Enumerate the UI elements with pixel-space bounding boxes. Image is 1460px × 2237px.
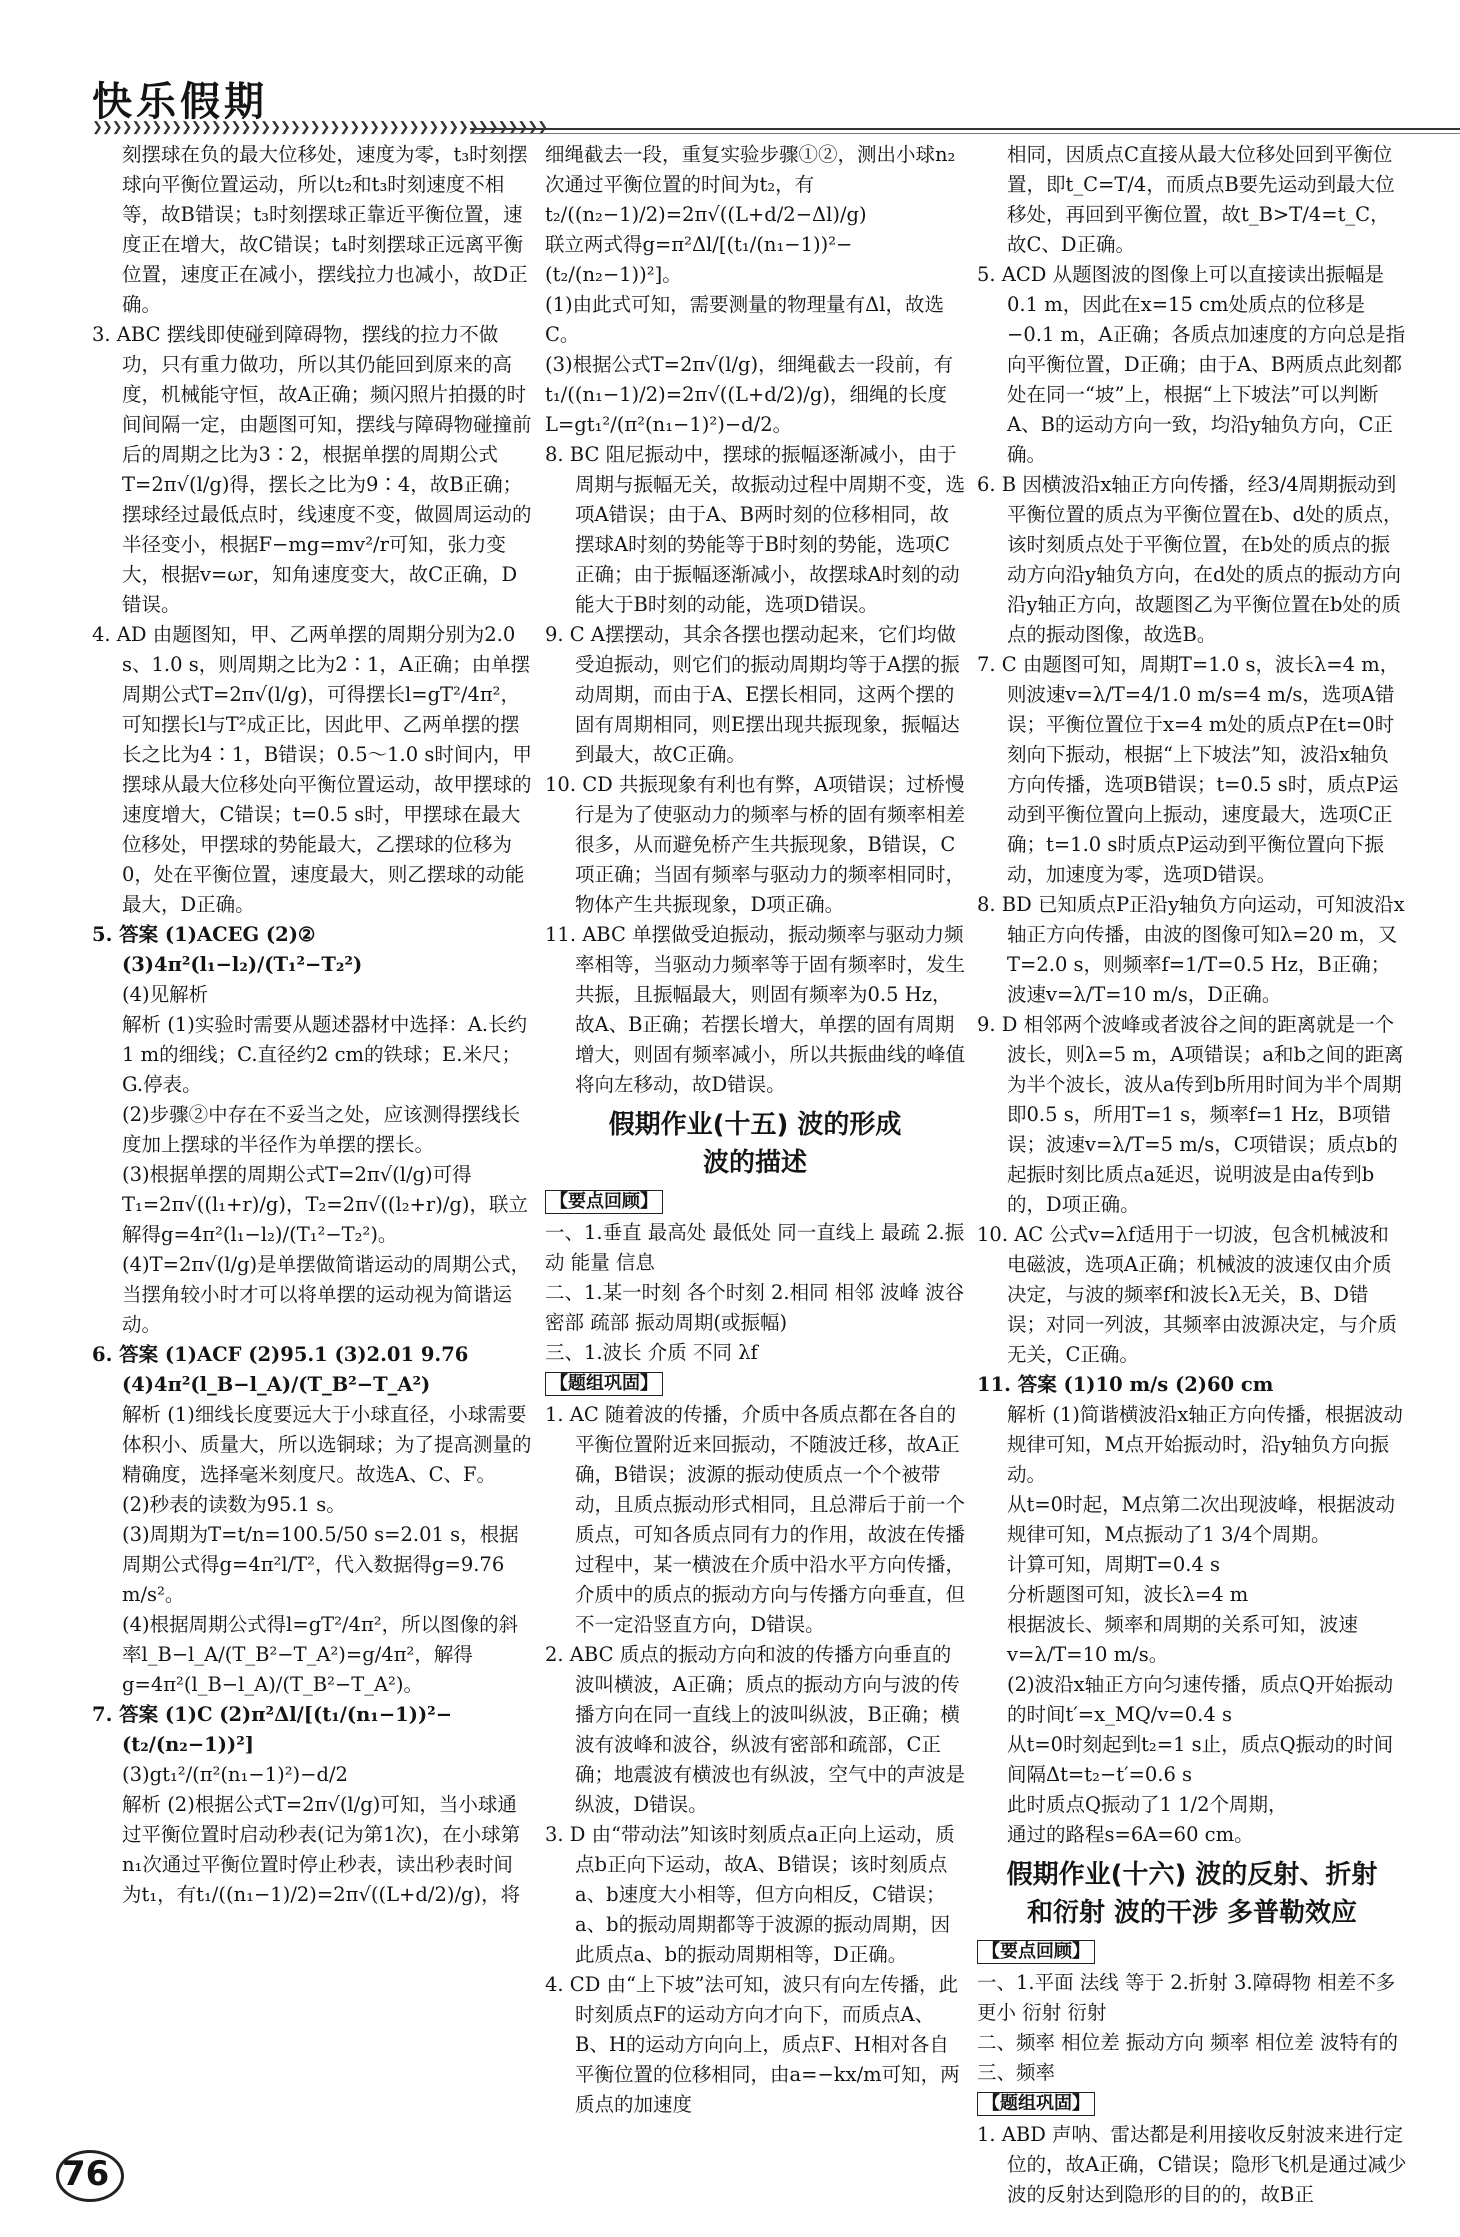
review-line: 一、1.平面 法线 等于 2.折射 3.障碍物 相差不多 更小 衍射 衍射: [977, 1971, 1396, 2024]
paragraph: 联立两式得g=π²Δl/[(t₁/(n₁−1))²−(t₂/(n₂−1))²]。: [545, 233, 853, 286]
paragraph: 解析 (1)简谐横波沿x轴正方向传播，根据波动规律可知，M点开始振动时，沿y轴负方向振动。: [1007, 1403, 1403, 1486]
paragraph: (3)根据单摆的周期公式T=2π√(l/g)可得T₁=2π√((l₁+r)/g)，T₂=2π√((l₂+r)/g)，联立解得g=4π²(l₁−l₂)/(T₁²−T₂²)。: [122, 1163, 529, 1246]
review-tag: 【要点回顾】: [977, 1940, 1095, 1964]
answer-item: 4. AD 由题图知，甲、乙两单摆的周期分别为2.0 s、1.0 s，则周期之比为2∶1，A正确；由单摆周期公式T=2π√(l/g)，可得摆长l=gT²/4π²，可知摆长l与T²成正比，因此甲、乙两单摆的摆长之比为4∶1，B错误；0.5～1.0 s时间内，甲摆球从最大位移处向平衡位置运动，故甲摆球的速度增大，C错误；t=0.5 s时，甲摆球在最大位移处，甲摆球的势能最大，乙摆球的位移为0，处在平衡位置，速度最大，则乙摆球的动能最大，D正确。: [92, 623, 532, 916]
answer-item: 5. ACD 从题图波的图像上可以直接读出振幅是0.1 m，因此在x=15 cm处质点的位移是−0.1 m，A正确；各质点加速度的方向总是指向平衡位置，D正确；由于A、B两质点此刻都处在同一“坡”上，根据“上下坡法”可以判断A、B的运动方向一致，均沿y轴负方向，C正确。: [977, 263, 1406, 466]
answer-item: 9. D 相邻两个波峰或者波谷之间的距离就是一个波长，则λ=5 m，A项错误；a和b之间的距离为半个波长，波从a传到b所用时间为半个周期即0.5 s，所用T=1 s，频率f=1 Hz，B项错误；波速v=λ/T=5 m/s，C项错误；质点b的起振时刻比质点a延迟，说明波是由a传到b的，D项正确。: [977, 1013, 1404, 1216]
paragraph: 从t=0时起，M点第二次出现波峰，根据波动规律可知，M点振动了1 3/4个周期。: [1007, 1493, 1396, 1546]
answer-item: 11. ABC 单摆做受迫振动，振动频率与驱动力频率相等，当驱动力频率等于固有频率时，发生共振，且振幅最大，则固有频率为0.5 Hz，故A、B正确；若摆长增大，单摆的固有周期增大，则固有频率减小，所以共振曲线的峰值将向左移动，故D错误。: [545, 923, 966, 1096]
answer-item: 10. AC 公式v=λf适用于一切波，包含机械波和电磁波，选项A正确；机械波的波速仅由介质决定，与波的频率f和波长λ无关，B、D错误；对同一列波，其频率由波源决定，与介质无关，C正确。: [977, 1223, 1398, 1366]
page-number-badge: [48, 2150, 122, 2200]
answer-item: 6. B 因横波沿x轴正方向传播，经3/4周期振动到平衡位置的质点为平衡位置在b、d处的质点，该时刻质点处于平衡位置，在b处的质点的振动方向沿y轴负方向，在d处的质点的振动方向沿y轴正方向，故题图乙为平衡位置在b处的质点的振动图像，故选B。: [977, 473, 1403, 646]
answer-item: 9. C A摆摆动，其余各摆也摆动起来，它们均做受迫振动，则它们的振动周期均等于A摆的振动周期，而由于A、E摆长相同，这两个摆的固有周期相同，则E摆出现共振现象，振幅达到最大，故C正确。: [545, 623, 960, 766]
section-title-line: 波的描述: [702, 1148, 807, 1178]
paragraph: (4)见解析: [122, 983, 209, 1006]
review-line: 一、1.垂直 最高处 最低处 同一直线上 最疏 2.振动 能量 信息: [545, 1221, 965, 1274]
answer-item: 6. 答案 (1)ACF (2)95.1 (3)2.01 9.76 (4)4π²(l_B−l_A)/(T_B²−T_A²): [92, 1343, 469, 1396]
answer-item: 7. 答案 (1)C (2)π²Δl/[(t₁/(n₁−1))²−(t₂/(n₂−1))²]: [92, 1703, 453, 1756]
paragraph: 细绳截去一段，重复实验步骤①②，测出小球n₂次通过平衡位置的时间为t₂，有t₂/((n₂−1)/2)=2π√((L+d/2−Δl)/g): [545, 143, 956, 226]
paragraph: 分析题图可知，波长λ=4 m: [1007, 1583, 1249, 1606]
paragraph: 解析 (1)实验时需要从题述器材中选择：A.长约1 m的细线；C.直径约2 cm的铁球；E.米尺；G.停表。: [122, 1013, 528, 1096]
section-title-line: 和衍射 波的干涉 多普勒效应: [1026, 1898, 1358, 1928]
answer-item: 3. ABC 摆线即使碰到障碍物，摆线的拉力不做功，只有重力做功，所以其仍能回到原来的高度，机械能守恒，故A正确；频闪照片拍摄的时间间隔一定，由题图可知，摆线与障碍物碰撞前后的周期之比为3∶2，根据单摆的周期公式T=2π√(l/g)得，摆长之比为9∶4，故B正确；摆球经过最低点时，线速度不变，做圆周运动的半径变小，根据F−mg=mv²/r可知，张力变大，根据v=ωr，知角速度变大，故C正确，D错误。: [92, 323, 532, 616]
paragraph: 通过的路程s=6A=60 cm。: [1007, 1823, 1254, 1846]
column-left: [92, 140, 532, 1910]
chevron-decoration-icon: ❯❯❯❯❯❯❯❯❯❯❯❯❯❯❯❯❯❯❯❯❯❯❯❯❯❯❯❯❯❯❯❯❯❯❯❯❯❯❯❯❯❯❯❯❯❯: [92, 120, 548, 135]
brand-title: 快乐假期: [92, 79, 268, 125]
review-tag: 【要点回顾】: [545, 1190, 663, 1214]
answer-item: 11. 答案 (1)10 m/s (2)60 cm: [977, 1373, 1274, 1396]
answer-item: 8. BC 阻尼振动中，摆球的振幅逐渐减小，由于周期与振幅无关，故振动过程中周期不变，选项A错误；由于A、B两时刻的位移相同，故摆球A时刻的势能等于B时刻的势能，选项C正确；由于振幅逐渐减小，故摆球A时刻的动能大于B时刻的动能，选项D错误。: [545, 443, 966, 616]
paragraph: 刻摆球在负的最大位移处，速度为零，t₃时刻摆球向平衡位置运动，所以t₂和t₃时刻速度不相等，故B错误；t₃时刻摆球正靠近平衡位置，速度正在增大，故C错误；t₄时刻摆球正远离平衡位置，速度正在减小，摆线拉力也减小，故D正确。: [122, 143, 528, 316]
paragraph: (4)T=2π√(l/g)是单摆做简谐运动的周期公式，当摆角较小时才可以将单摆的运动视为简谐运动。: [122, 1253, 531, 1336]
paragraph: 根据波长、频率和周期的关系可知，波速v=λ/T=10 m/s。: [1007, 1613, 1359, 1666]
section-title-line: 假期作业(十五) 波的形成: [608, 1110, 902, 1140]
header-rule-thin: [470, 133, 1460, 134]
answer-item: 7. C 由题图可知，周期T=1.0 s，波长λ=4 m，则波速v=λ/T=4/1.0 m/s=4 m/s，选项A错误；平衡位置位于x=4 m处的质点P在t=0时刻向下振动，根据“上下坡法”知，波沿x轴负方向传播，选项B错误；t=0.5 s时，质点P运动到平衡位置向上振动，速度最大，选项C正确；t=1.0 s时质点P运动到平衡位置向下振动，加速度为零，选项D错误。: [977, 653, 1400, 886]
paragraph: (1)由此式可知，需要测量的物理量有Δl，故选C。: [545, 293, 944, 346]
paragraph: 从t=0时刻起到t₂=1 s止，质点Q振动的时间间隔Δt=t₂−t′=0.6 s: [1007, 1733, 1394, 1786]
paragraph: 计算可知，周期T=0.4 s: [1007, 1553, 1221, 1576]
header-rule: [470, 128, 1460, 130]
paragraph: (3)周期为T=t/n=100.5/50 s=2.01 s，根据周期公式得g=4π²l/T²，代入数据得g=9.76 m/s²。: [122, 1523, 519, 1606]
review-line: 三、1.波长 介质 不同 λf: [545, 1341, 758, 1364]
answer-item: 10. CD 共振现象有利也有弊，A项错误；过桥慢行是为了使驱动力的频率与桥的固有频率相差很多，从而避免桥产生共振现象，B错误，C项正确；当固有频率与驱动力的频率相同时，物体产生共振现象，D项正确。: [545, 773, 966, 916]
consolidate-tag: 【题组巩固】: [545, 1372, 663, 1396]
page-number: 76: [62, 2154, 110, 2194]
review-line: 三、频率: [977, 2061, 1056, 2084]
section-title-line: 假期作业(十六) 波的反射、折射: [1006, 1860, 1378, 1890]
column-right: [977, 140, 1407, 2210]
page-header: [0, 0, 1460, 140]
paragraph: (2)步骤②中存在不妥当之处，应该测得摆线长度加上摆球的半径作为单摆的摆长。: [122, 1103, 521, 1156]
paragraph: (3)根据公式T=2π√(l/g)，细绳截去一段前，有t₁/((n₁−1)/2)=2π√((L+d/2)/g)，细绳的长度L=gt₁²/(π²(n₁−1)²)−d/2。: [545, 353, 954, 436]
answer-item: 4. CD 由“上下坡”法可知，波只有向左传播，此时刻质点F的运动方向才向下，而质点A、B、H的运动方向向上，质点F、H相对各自平衡位置的位移相同，由a=−kx/m可知，两质点的加速度: [545, 1973, 960, 2116]
paragraph: 相同，因质点C直接从最大位移处回到平衡位置，即t_C=T/4，而质点B要先运动到最大位移处，再回到平衡位置，故t_B>T/4=t_C，故C、D正确。: [1007, 143, 1395, 256]
review-line: 二、频率 相位差 振动方向 频率 相位差 波特有的: [977, 2031, 1398, 2054]
answer-item: 1. ABD 声呐、雷达都是利用接收反射波来进行定位的，故A正确，C错误；隐形飞机是通过减少波的反射达到隐形的目的的，故B正: [977, 2123, 1407, 2206]
column-middle: [545, 140, 965, 2120]
paragraph: (4)根据周期公式得l=gT²/4π²，所以图像的斜率l_B−l_A/(T_B²−T_A²)=g/4π²，解得g=4π²(l_B−l_A)/(T_B²−T_A²)。: [122, 1613, 519, 1696]
answer-item: 2. ABC 质点的振动方向和波的传播方向垂直的波叫横波，A正确；质点的振动方向与波的传播方向在同一直线上的波叫纵波，B正确；横波有波峰和波谷，纵波有密部和疏部，C正确；地震波有横波也有纵波，空气中的声波是纵波，D错误。: [545, 1643, 966, 1816]
section-title-16: [977, 1856, 1407, 1932]
paragraph: (2)秒表的读数为95.1 s。: [122, 1493, 346, 1516]
paragraph: (3)gt₁²/(π²(n₁−1)²)−d/2: [122, 1763, 348, 1786]
answer-item: 3. D 由“带动法”知该时刻质点a正向上运动，质点b正向下运动，故A、B错误；该时刻质点a、b速度大小相等，但方向相反，C错误；a、b的振动周期都等于波源的振动周期，因此质点a、b的振动周期相等，D正确。: [545, 1823, 955, 1966]
answer-item: 5. 答案 (1)ACEG (2)② (3)4π²(l₁−l₂)/(T₁²−T₂²): [92, 923, 363, 976]
paragraph: 解析 (2)根据公式T=2π√(l/g)可知，当小球通过平衡位置时启动秒表(记为第1次)，在小球第n₁次通过平衡位置时停止秒表，读出秒表时间为t₁，有t₁/((n₁−1)/2)=2π√((L+d/2)/g)，将: [122, 1793, 521, 1906]
paragraph: (2)波沿x轴正方向匀速传播，质点Q开始振动的时间t′=x_MQ/v=0.4 s: [1007, 1673, 1394, 1726]
consolidate-tag: 【题组巩固】: [977, 2092, 1095, 2116]
answer-item: 1. AC 随着波的传播，介质中各质点都在各自的平衡位置附近来回振动，不随波迁移，故A正确，B错误；波源的振动使质点一个个被带动，且质点振动形式相同，且总滞后于前一个质点，可知各质点同有力的作用，故波在传播过程中，某一横波在介质中沿水平方向传播，介质中的质点的振动方向与传播方向垂直，但不一定沿竖直方向，D错误。: [545, 1403, 966, 1636]
answer-item: 8. BD 已知质点P正沿y轴负方向运动，可知波沿x轴正方向传播，由波的图像可知λ=20 m，又T=2.0 s，则频率f=1/T=0.5 Hz，B正确；波速v=λ/T=10 m/s，D正确。: [977, 893, 1405, 1006]
review-line: 二、1.某一时刻 各个时刻 2.相同 相邻 波峰 波谷 密部 疏部 振动周期(或振幅): [545, 1281, 965, 1334]
section-title-15: [545, 1106, 965, 1182]
paragraph: 此时质点Q振动了1 1/2个周期，: [1007, 1793, 1288, 1816]
paragraph: 解析 (1)细线长度要远大于小球直径，小球需要体积小、质量大，所以选铜球；为了提高测量的精确度，选择毫米刻度尺。故选A、C、F。: [122, 1403, 532, 1486]
